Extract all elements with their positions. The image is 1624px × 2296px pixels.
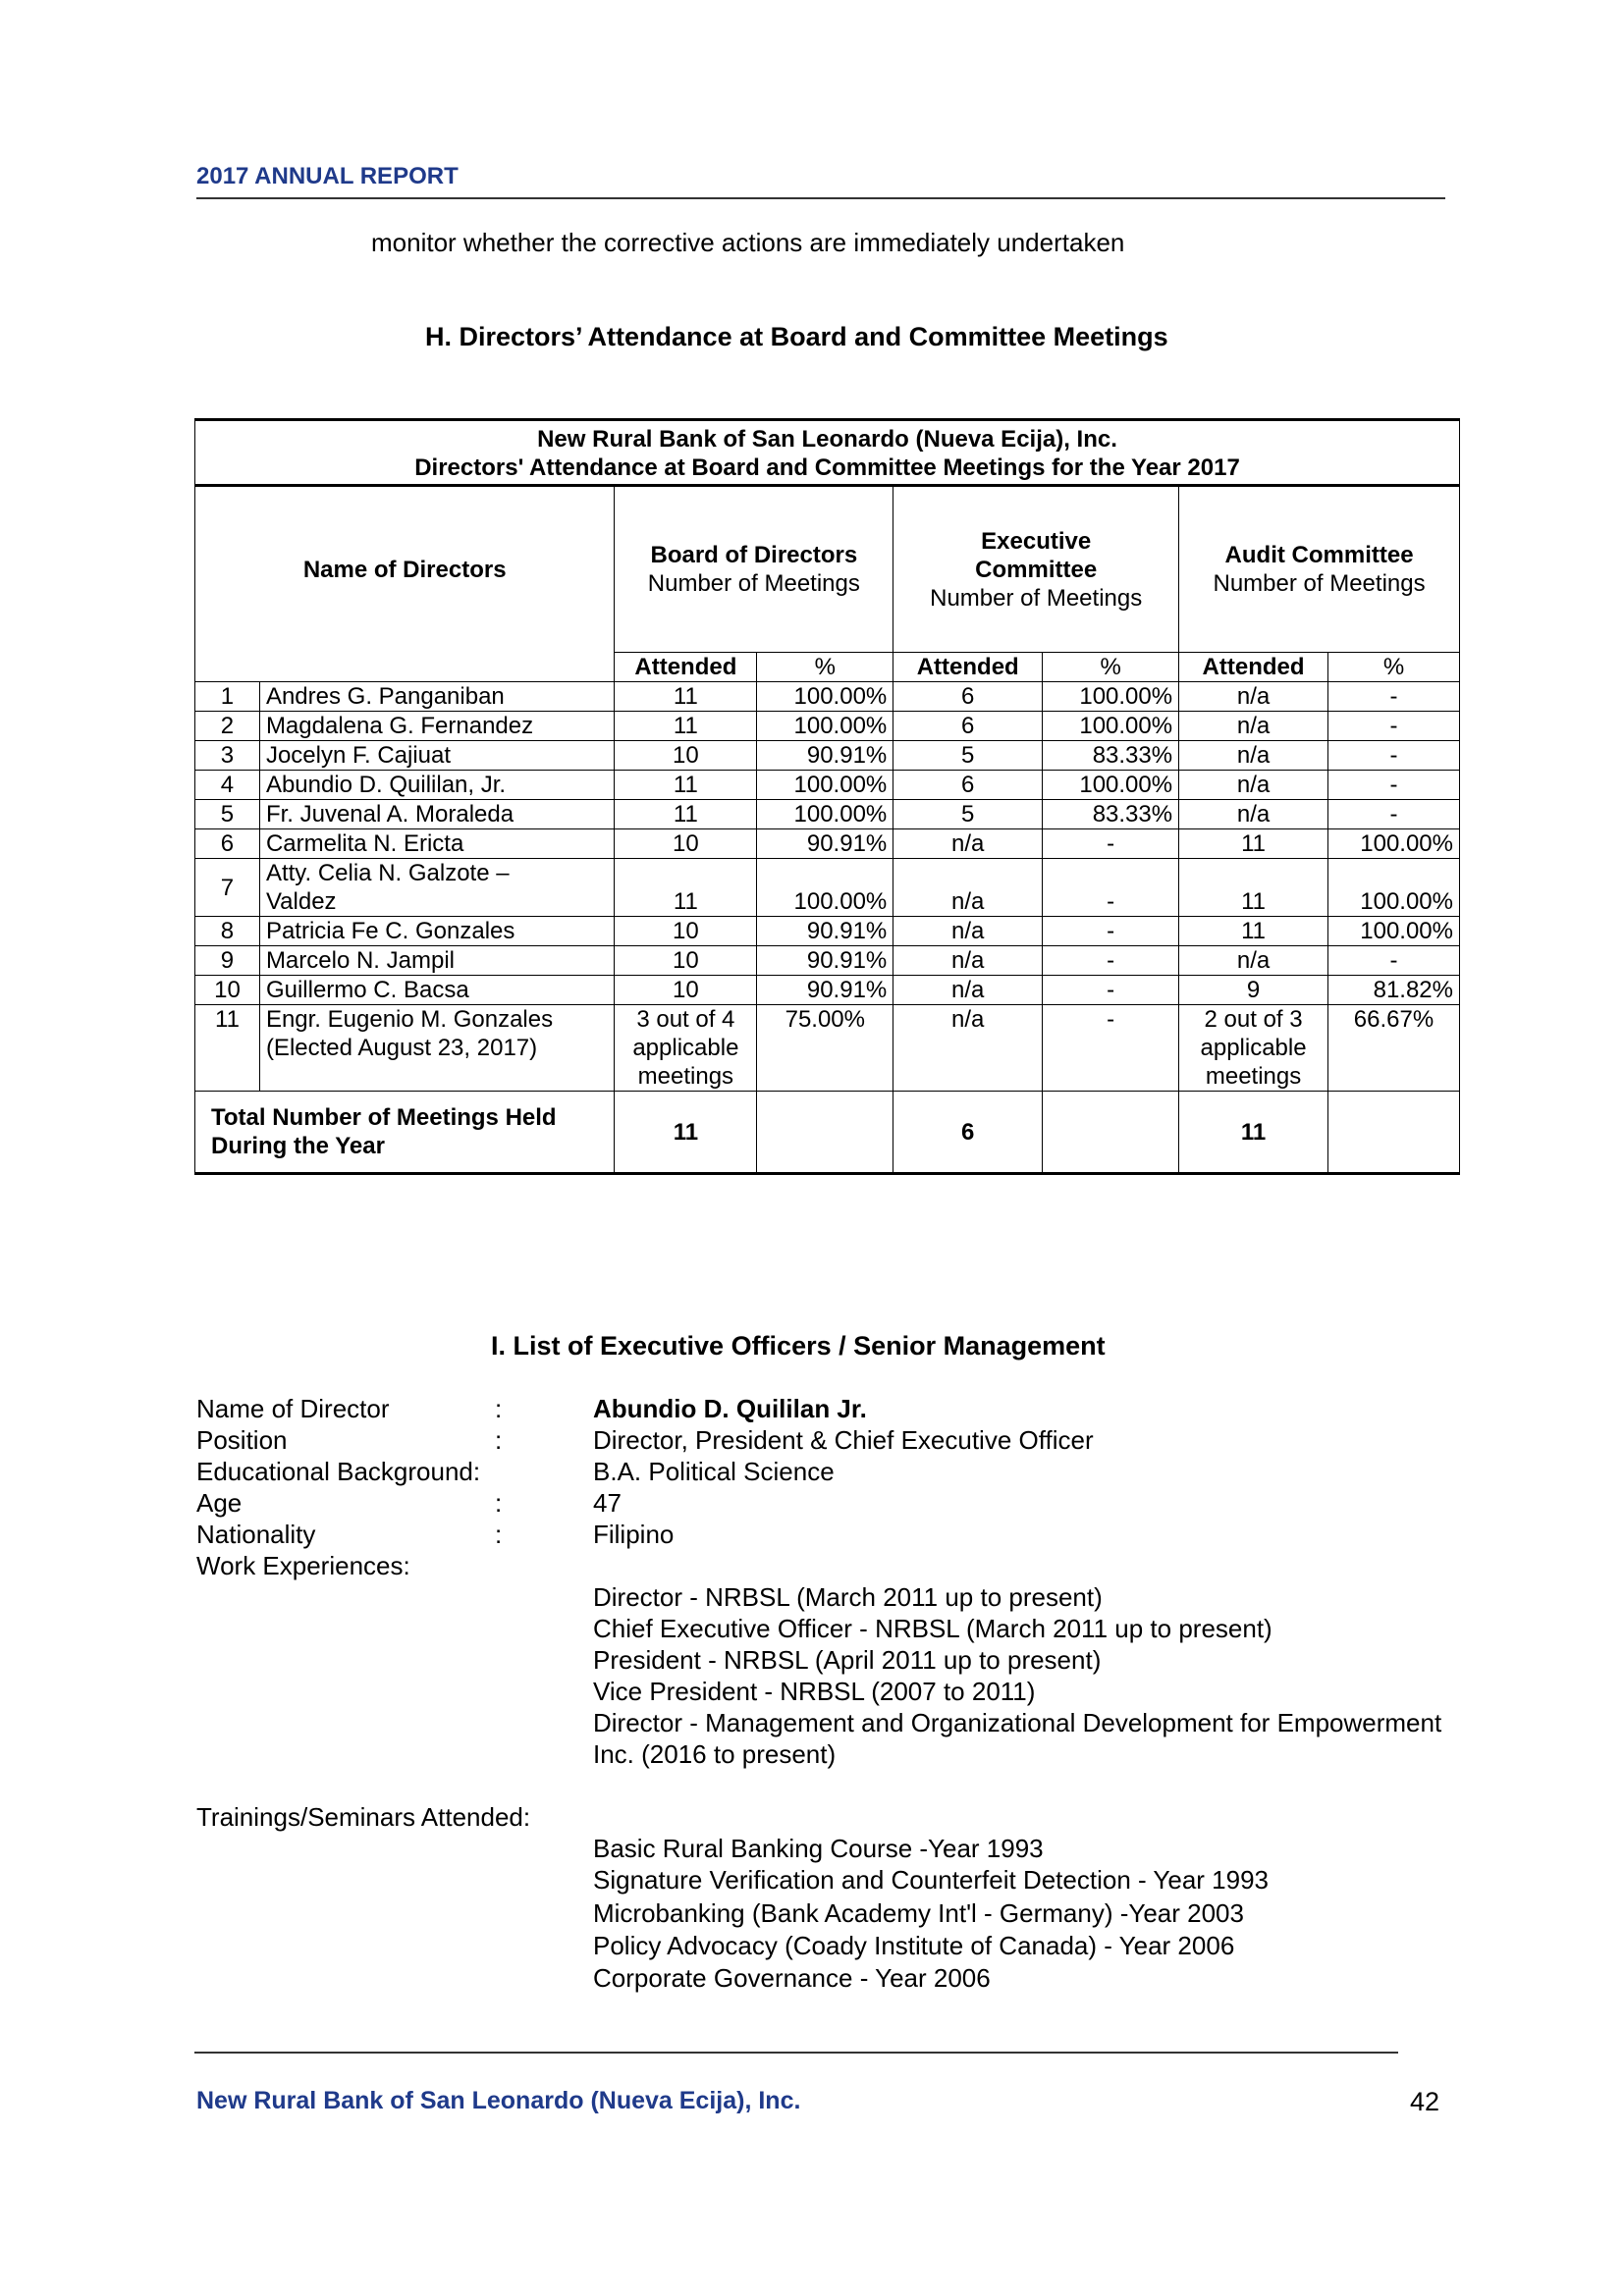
row-number: 10: [195, 976, 260, 1005]
exec-pct: -: [1043, 976, 1179, 1005]
director-name: Marcelo N. Jampil: [259, 946, 614, 976]
audit-pct: -: [1328, 771, 1460, 800]
total-label: [195, 1092, 615, 1174]
audit-pct: -: [1328, 946, 1460, 976]
audit-pct: 100.00%: [1328, 917, 1460, 946]
exec-attended: n/a: [893, 859, 1043, 917]
director-name: Andres G. Panganiban: [259, 682, 614, 712]
header-spacer: [195, 653, 615, 682]
audit-attended: n/a: [1179, 682, 1328, 712]
work-item: President - NRBSL (April 2011 up to present): [593, 1645, 1102, 1675]
audit-pct: -: [1328, 712, 1460, 741]
footer-divider: [194, 2052, 1398, 2054]
audit-header-title: Audit Committee: [1224, 542, 1414, 568]
table-row: [195, 917, 1460, 946]
exec-pct-header: %: [1043, 653, 1179, 682]
director-name-line-1: Atty. Celia N. Galzote –: [265, 860, 510, 886]
exec-pct: -: [1043, 859, 1179, 917]
exec-header-title-2: Committee: [975, 556, 1098, 583]
total-label-line-2: During the Year: [211, 1133, 385, 1159]
audit-attended-line-3: meetings: [1205, 1063, 1302, 1090]
board-attended-line-3: meetings: [637, 1063, 734, 1090]
training-item: Policy Advocacy (Coady Institute of Canada) - Year 2006: [593, 1931, 1235, 1960]
exec-pct: 100.00%: [1043, 712, 1179, 741]
field-label: Nationality: [196, 1520, 316, 1549]
exec-pct: 83.33%: [1043, 800, 1179, 829]
footer-org: New Rural Bank of San Leonardo (Nueva Ecija), Inc.: [196, 2087, 801, 2114]
section-i-heading: I. List of Executive Officers / Senior Management: [491, 1331, 1106, 1361]
training-item: Microbanking (Bank Academy Int'l - Germany) -Year 2003: [593, 1898, 1244, 1928]
officer-nationality: Filipino: [593, 1520, 675, 1549]
total-label-line-1: Total Number of Meetings Held: [211, 1104, 557, 1131]
audit-pct: -: [1328, 682, 1460, 712]
director-name: Guillermo C. Bacsa: [259, 976, 614, 1005]
audit-pct: -: [1328, 741, 1460, 771]
field-label: Age: [196, 1488, 243, 1518]
board-attended-line-1: 3 out of 4: [636, 1006, 735, 1033]
director-name: Abundio D. Quililan, Jr.: [259, 771, 614, 800]
work-item: Director - NRBSL (March 2011 up to present): [593, 1582, 1103, 1612]
exec-pct: -: [1043, 829, 1179, 859]
audit-pct-header: %: [1328, 653, 1460, 682]
director-name: Carmelita N. Ericta: [259, 829, 614, 859]
board-pct: 75.00%: [757, 1005, 893, 1092]
audit-pct: 81.82%: [1328, 976, 1460, 1005]
exec-attended: 6: [893, 712, 1043, 741]
audit-attended: 11: [1179, 859, 1328, 917]
audit-attended: 9: [1179, 976, 1328, 1005]
board-attended: 10: [615, 741, 757, 771]
table-row: [195, 946, 1460, 976]
audit-attended-header: Attended: [1179, 653, 1328, 682]
board-pct: 100.00%: [757, 771, 893, 800]
field-label: Position: [196, 1425, 288, 1455]
board-pct: 100.00%: [757, 859, 893, 917]
work-item: Chief Executive Officer - NRBSL (March 2011 up to present): [593, 1614, 1272, 1643]
audit-attended: [1179, 1005, 1328, 1092]
work-item: Vice President - NRBSL (2007 to 2011): [593, 1677, 1036, 1706]
audit-header: [1179, 486, 1460, 653]
board-pct: 90.91%: [757, 917, 893, 946]
training-item: Corporate Governance - Year 2006: [593, 1963, 991, 1993]
exec-pct: -: [1043, 917, 1179, 946]
total-board-pct: [757, 1092, 893, 1174]
exec-pct: -: [1043, 1005, 1179, 1092]
row-number: 4: [195, 771, 260, 800]
exec-pct: 83.33%: [1043, 741, 1179, 771]
exec-header: [893, 486, 1179, 653]
field-colon: :: [495, 1394, 503, 1423]
board-attended: [615, 1005, 757, 1092]
total-board: 11: [615, 1092, 757, 1174]
table-row: [195, 859, 1460, 917]
row-number: 1: [195, 682, 260, 712]
officer-position: Director, President & Chief Executive Officer: [593, 1425, 1094, 1455]
row-number: 11: [195, 1005, 260, 1092]
board-attended-line-2: applicable: [632, 1035, 739, 1061]
audit-attended: n/a: [1179, 771, 1328, 800]
board-pct-header: %: [757, 653, 893, 682]
board-attended: 11: [615, 859, 757, 917]
board-pct: 90.91%: [757, 946, 893, 976]
exec-attended: n/a: [893, 976, 1043, 1005]
director-name: Jocelyn F. Cajiuat: [259, 741, 614, 771]
board-attended: 10: [615, 917, 757, 946]
header-divider: [196, 197, 1445, 199]
field-label: Educational Background:: [196, 1457, 481, 1486]
table-row: [195, 712, 1460, 741]
board-attended: 10: [615, 976, 757, 1005]
exec-attended: 5: [893, 741, 1043, 771]
field-label: Name of Director: [196, 1394, 390, 1423]
director-name: Fr. Juvenal A. Moraleda: [259, 800, 614, 829]
audit-attended: 11: [1179, 917, 1328, 946]
row-number: 2: [195, 712, 260, 741]
report-header-title: 2017 ANNUAL REPORT: [196, 163, 459, 189]
trainings-label: Trainings/Seminars Attended:: [196, 1802, 531, 1832]
training-item: Signature Verification and Counterfeit Detection - Year 1993: [593, 1865, 1270, 1895]
training-item: Basic Rural Banking Course -Year 1993: [593, 1834, 1044, 1863]
board-attended: 11: [615, 800, 757, 829]
director-name-line-2: Valdez: [265, 888, 337, 915]
exec-attended: n/a: [893, 917, 1043, 946]
total-exec: 6: [893, 1092, 1043, 1174]
row-number: 6: [195, 829, 260, 859]
work-item: Inc. (2016 to present): [593, 1739, 837, 1769]
exec-attended-header: Attended: [893, 653, 1043, 682]
exec-attended: n/a: [893, 946, 1043, 976]
page-number: 42: [1410, 2087, 1440, 2116]
exec-header-title-1: Executive: [981, 527, 1092, 555]
board-pct: 100.00%: [757, 712, 893, 741]
exec-attended: n/a: [893, 1005, 1043, 1092]
board-header-title: Board of Directors: [650, 542, 858, 568]
total-exec-pct: [1043, 1092, 1179, 1174]
board-attended: 10: [615, 829, 757, 859]
audit-pct: -: [1328, 800, 1460, 829]
officer-age: 47: [593, 1488, 622, 1518]
row-number: 5: [195, 800, 260, 829]
board-attended: 11: [615, 682, 757, 712]
director-name: [259, 859, 614, 917]
table-row: [195, 771, 1460, 800]
audit-attended: n/a: [1179, 712, 1328, 741]
director-name: [259, 1005, 614, 1092]
officer-name: Abundio D. Quililan Jr.: [593, 1394, 867, 1423]
board-pct: 100.00%: [757, 800, 893, 829]
exec-attended: n/a: [893, 829, 1043, 859]
board-attended: 11: [615, 712, 757, 741]
table-row: [195, 829, 1460, 859]
table-row: [195, 741, 1460, 771]
table-row: [195, 976, 1460, 1005]
exec-attended: 6: [893, 682, 1043, 712]
row-number: 9: [195, 946, 260, 976]
audit-pct: 100.00%: [1328, 829, 1460, 859]
director-name-line-2: (Elected August 23, 2017): [265, 1035, 538, 1061]
director-name: Magdalena G. Fernandez: [259, 712, 614, 741]
board-pct: 90.91%: [757, 741, 893, 771]
field-colon: :: [495, 1520, 503, 1549]
table-title: [195, 420, 1460, 486]
audit-attended: n/a: [1179, 800, 1328, 829]
row-number: 3: [195, 741, 260, 771]
board-pct: 90.91%: [757, 976, 893, 1005]
board-header-sub: Number of Meetings: [647, 570, 860, 597]
total-row: [195, 1092, 1460, 1174]
officer-education: B.A. Political Science: [593, 1457, 835, 1486]
field-colon: :: [495, 1425, 503, 1455]
board-attended: 10: [615, 946, 757, 976]
table-row: [195, 1005, 1460, 1092]
board-header: [615, 486, 893, 653]
audit-attended: n/a: [1179, 946, 1328, 976]
audit-pct: 100.00%: [1328, 859, 1460, 917]
total-audit: 11: [1179, 1092, 1328, 1174]
table-title-line-2: Directors' Attendance at Board and Committee Meetings for the Year 2017: [414, 454, 1240, 481]
audit-header-sub: Number of Meetings: [1213, 570, 1426, 597]
exec-pct: -: [1043, 946, 1179, 976]
audit-attended: 11: [1179, 829, 1328, 859]
table-row: [195, 682, 1460, 712]
exec-pct: 100.00%: [1043, 771, 1179, 800]
director-name: Patricia Fe C. Gonzales: [259, 917, 614, 946]
exec-pct: 100.00%: [1043, 682, 1179, 712]
audit-attended-line-2: applicable: [1200, 1035, 1307, 1061]
audit-attended-line-1: 2 out of 3: [1204, 1006, 1303, 1033]
work-experiences-label: Work Experiences:: [196, 1551, 410, 1580]
board-attended: 11: [615, 771, 757, 800]
intro-text: monitor whether the corrective actions are immediately undertaken: [371, 228, 1125, 257]
board-pct: 90.91%: [757, 829, 893, 859]
audit-pct: 66.67%: [1328, 1005, 1460, 1092]
exec-header-sub: Number of Meetings: [930, 584, 1143, 612]
section-h-heading: H. Directors’ Attendance at Board and Committee Meetings: [425, 322, 1168, 351]
board-attended-header: Attended: [615, 653, 757, 682]
exec-attended: 6: [893, 771, 1043, 800]
audit-attended: n/a: [1179, 741, 1328, 771]
row-number: 8: [195, 917, 260, 946]
board-pct: 100.00%: [757, 682, 893, 712]
director-name-line-1: Engr. Eugenio M. Gonzales: [265, 1006, 554, 1033]
table-row: [195, 800, 1460, 829]
exec-attended: 5: [893, 800, 1043, 829]
work-item: Director - Management and Organizational Development for Empowerment: [593, 1708, 1442, 1737]
name-of-directors-header: Name of Directors: [195, 486, 615, 653]
attendance-table: [194, 418, 1460, 1175]
row-number: 7: [195, 859, 260, 917]
table-title-line-1: New Rural Bank of San Leonardo (Nueva Ecija), Inc.: [537, 426, 1117, 453]
field-colon: :: [495, 1488, 503, 1518]
total-audit-pct: [1328, 1092, 1460, 1174]
